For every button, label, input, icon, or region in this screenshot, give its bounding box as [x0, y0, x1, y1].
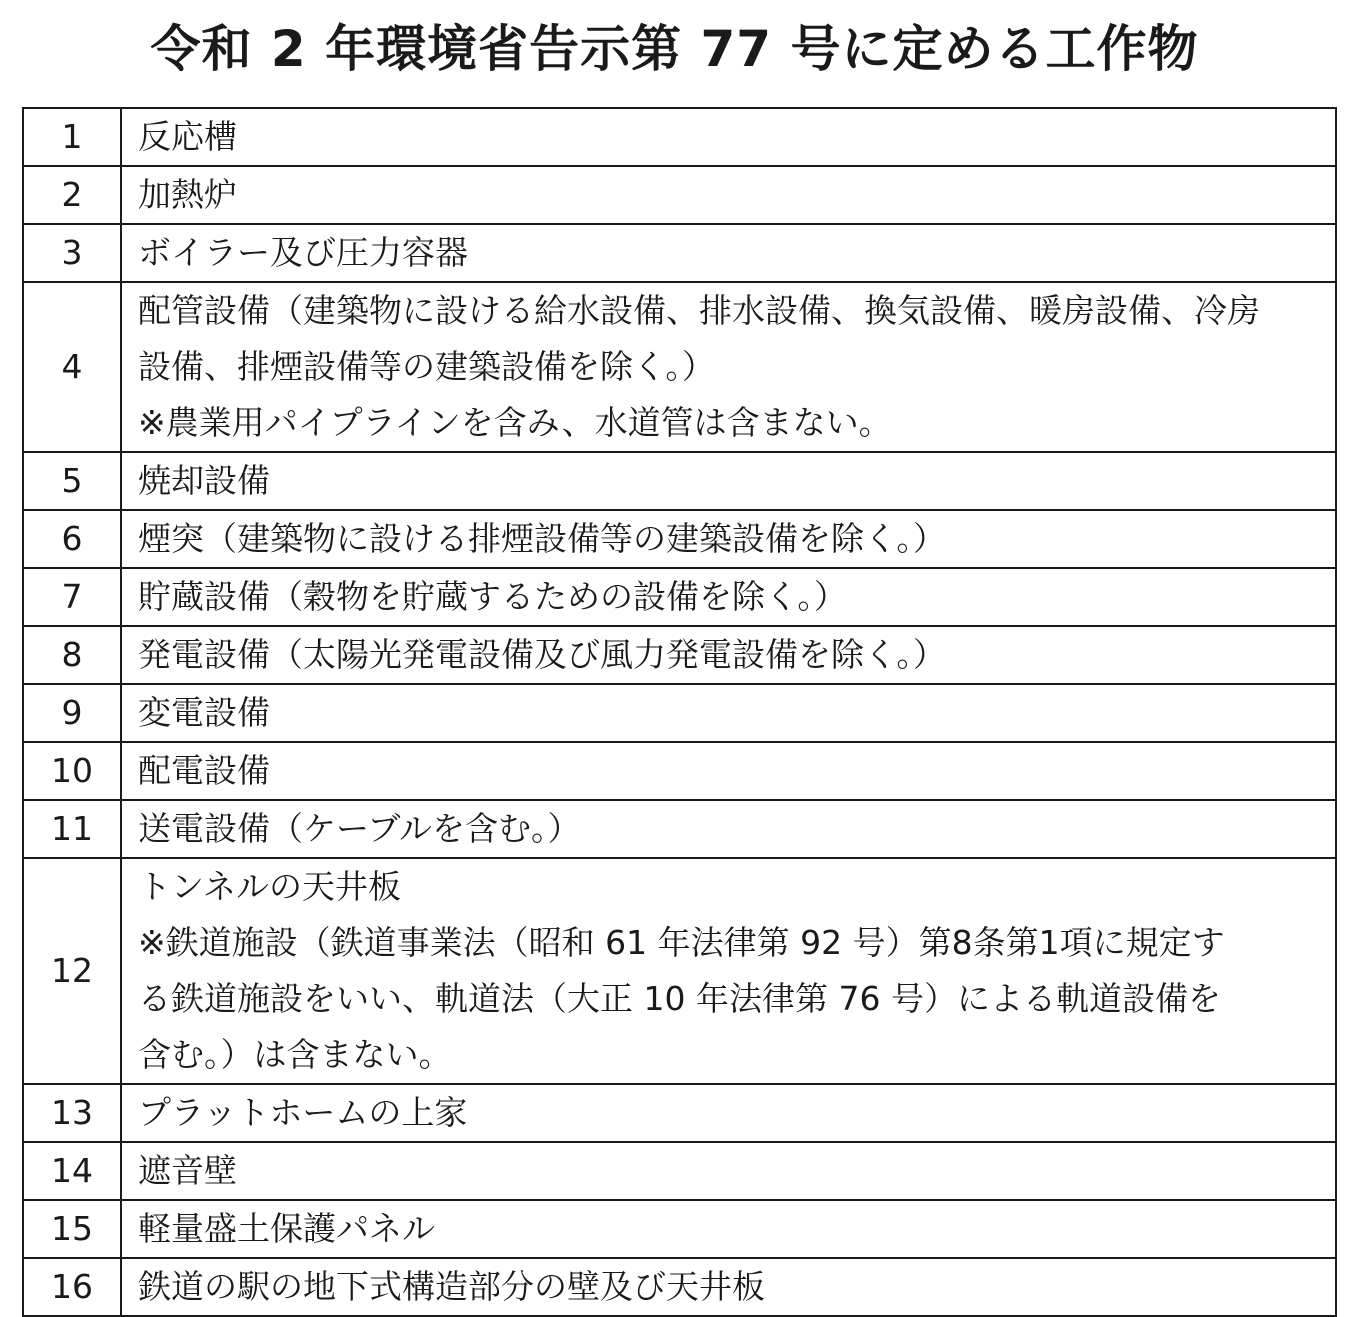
- row-description: [121, 510, 1336, 568]
- description-line: 煙突（建築物に設ける排煙設備等の建築設備を除く。）: [138, 519, 946, 558]
- table-row: [23, 1142, 1336, 1200]
- row-number: 12: [23, 858, 121, 1084]
- row-description: [121, 282, 1336, 452]
- row-number: 10: [23, 742, 121, 800]
- row-description: [121, 742, 1336, 800]
- table-row: [23, 800, 1336, 858]
- row-description: [121, 800, 1336, 858]
- row-description: [121, 626, 1336, 684]
- description-line: 軽量盛土保護パネル: [138, 1209, 435, 1248]
- row-number: 11: [23, 800, 121, 858]
- description-line: 焼却設備: [138, 461, 270, 500]
- row-description: [121, 568, 1336, 626]
- description-line: 貯蔵設備（穀物を貯蔵するための設備を除く。）: [138, 577, 847, 616]
- row-description: [121, 166, 1336, 224]
- description-line: トンネルの天井板: [138, 867, 402, 906]
- description-line: ※農業用パイプラインを含み、水道管は含まない。: [138, 403, 892, 442]
- table-row: [23, 282, 1336, 452]
- description-line: 加熱炉: [138, 175, 237, 214]
- row-number: 2: [23, 166, 121, 224]
- row-description: [121, 108, 1336, 166]
- table-row: [23, 1084, 1336, 1142]
- table-row: [23, 510, 1336, 568]
- table-row: [23, 858, 1336, 1084]
- table-row: [23, 1258, 1336, 1316]
- row-number: 3: [23, 224, 121, 282]
- table-row: [23, 166, 1336, 224]
- row-number: 4: [23, 282, 121, 452]
- description-line: 配電設備: [138, 751, 270, 790]
- table-row: [23, 452, 1336, 510]
- description-line: 設備、排煙設備等の建築設備を除く。）: [138, 347, 715, 386]
- description-line: 反応槽: [138, 117, 237, 156]
- row-number: 1: [23, 108, 121, 166]
- description-line: 送電設備（ケーブルを含む。）: [138, 809, 581, 848]
- row-description: [121, 1200, 1336, 1258]
- table-row: [23, 108, 1336, 166]
- table-row: [23, 626, 1336, 684]
- row-number: 13: [23, 1084, 121, 1142]
- row-description: [121, 1142, 1336, 1200]
- description-line: 遮音壁: [138, 1151, 237, 1190]
- table-row: [23, 224, 1336, 282]
- description-line: ボイラー及び圧力容器: [138, 233, 468, 272]
- row-description: [121, 224, 1336, 282]
- table-row: [23, 684, 1336, 742]
- row-number: 8: [23, 626, 121, 684]
- description-line: プラットホームの上家: [138, 1093, 468, 1132]
- row-number: 9: [23, 684, 121, 742]
- row-description: [121, 858, 1336, 1084]
- description-line: 変電設備: [138, 693, 270, 732]
- description-line: ※鉄道施設（鉄道事業法（昭和 61 年法律第 92 号）第8条第1項に規定す: [138, 923, 1225, 962]
- row-description: [121, 684, 1336, 742]
- page-title: 令和 2 年環境省告示第 77 号に定める工作物: [150, 20, 1199, 78]
- row-number: 5: [23, 452, 121, 510]
- description-line: 配管設備（建築物に設ける給水設備、排水設備、換気設備、暖房設備、冷房: [138, 291, 1260, 330]
- description-line: る鉄道施設をいい、軌道法（大正 10 年法律第 76 号）による軌道設備を: [138, 979, 1221, 1018]
- row-number: 7: [23, 568, 121, 626]
- table-row: [23, 742, 1336, 800]
- row-description: [121, 1084, 1336, 1142]
- table-row: [23, 568, 1336, 626]
- table-row: [23, 1200, 1336, 1258]
- row-description: [121, 452, 1336, 510]
- table-body: [23, 108, 1336, 1316]
- row-description: [121, 1258, 1336, 1316]
- row-number: 14: [23, 1142, 121, 1200]
- row-number: 15: [23, 1200, 121, 1258]
- row-number: 6: [23, 510, 121, 568]
- description-line: 発電設備（太陽光発電設備及び風力発電設備を除く。）: [138, 635, 946, 674]
- description-line: 鉄道の駅の地下式構造部分の壁及び天井板: [138, 1267, 765, 1306]
- row-number: 16: [23, 1258, 121, 1316]
- description-line: 含む。）は含まない。: [138, 1035, 452, 1074]
- structures-table: [22, 107, 1337, 1317]
